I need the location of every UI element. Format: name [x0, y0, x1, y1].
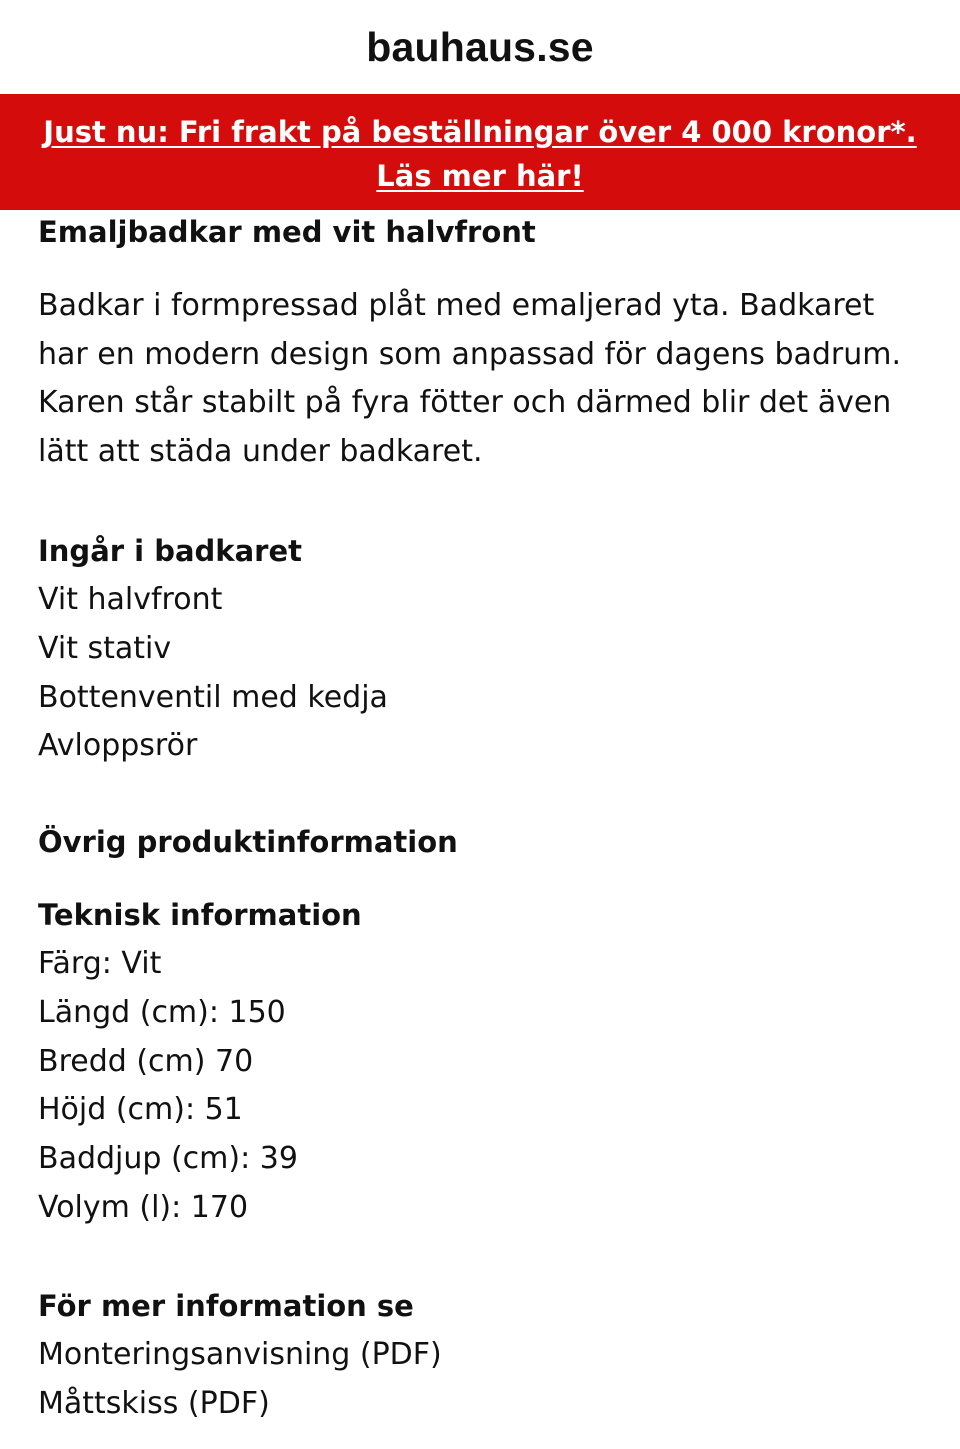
- list-item: Vit halvfront: [38, 582, 223, 617]
- more-info-heading: För mer information se: [38, 1289, 414, 1323]
- other-info-section[interactable]: [38, 818, 918, 867]
- more-info-section: [38, 1282, 918, 1429]
- technical-heading: Teknisk information: [38, 898, 362, 932]
- spec-item: Färg: Vit: [38, 946, 162, 981]
- list-item: Bottenventil med kedja: [38, 679, 388, 715]
- spec-item: Höjd (cm): 51: [38, 1092, 243, 1128]
- list-item: Vit stativ: [38, 630, 172, 666]
- included-heading: Ingår i badkaret: [38, 534, 302, 568]
- list-item: Avloppsrör: [38, 728, 198, 764]
- free-shipping-link[interactable]: Just nu: Fri frakt på beställningar över 4 000 kronor*. Läs mer här!: [43, 115, 917, 193]
- mounting-instructions-pdf-link[interactable]: Monteringsanvisning (PDF): [38, 1337, 442, 1372]
- included-list: [38, 576, 918, 771]
- spec-item: Längd (cm): 150: [38, 994, 286, 1030]
- site-domain[interactable]: bauhaus.se: [366, 23, 594, 70]
- included-section: [38, 527, 918, 771]
- spec-item: Bredd (cm) 70: [38, 1043, 254, 1079]
- technical-section: [38, 891, 918, 1233]
- product-title: Emaljbadkar med vit halvfront: [38, 215, 536, 249]
- product-description: Badkar i formpressad plåt med emaljerad yta. Badkaret har en modern design som anpassad för dagens badrum. Karen står stabilt på fyra fötter och därmed blir det även lätt att städa under badkaret.: [38, 288, 902, 469]
- other-info-heading[interactable]: Övrig produktinformation: [38, 825, 458, 859]
- spec-item: Baddjup (cm): 39: [38, 1141, 298, 1177]
- browser-address-bar[interactable]: [0, 0, 960, 94]
- dimension-sketch-pdf-link[interactable]: Måttskiss (PDF): [38, 1385, 270, 1421]
- technical-list: [38, 940, 918, 1233]
- promo-banner: [0, 94, 960, 210]
- spec-item: Volym (l): 170: [38, 1189, 249, 1225]
